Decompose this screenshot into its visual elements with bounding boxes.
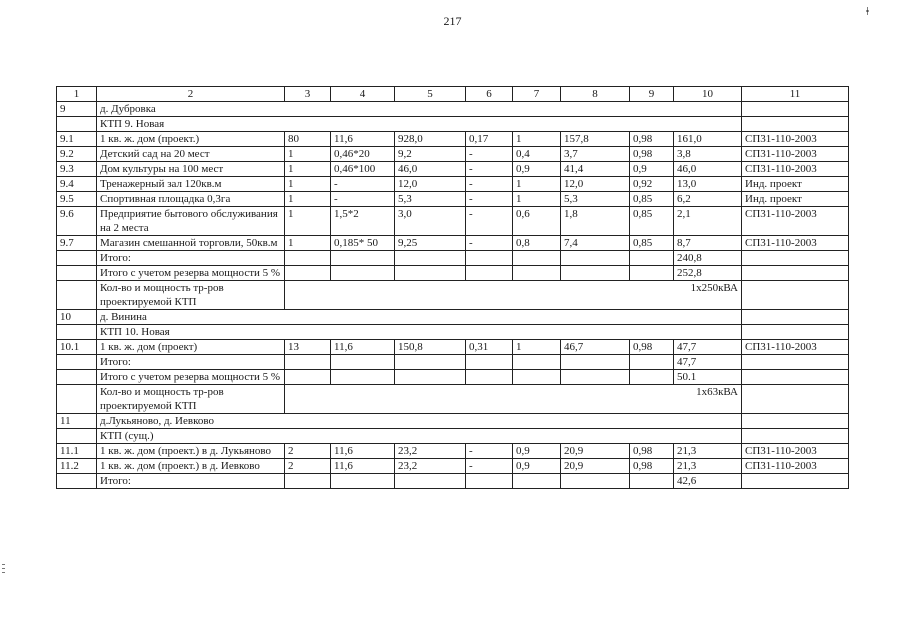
reserve-row [57,370,849,385]
table-cell: 928,0 [395,132,466,147]
empty-cell [331,266,395,281]
table-cell: 157,8 [561,132,630,147]
table-cell: 23,2 [395,459,466,474]
ktp-row [57,117,849,132]
table-cell: 11,6 [331,132,395,147]
table-cell: - [466,459,513,474]
table-cell: Спортивная площадка 0,3га [97,192,285,207]
empty-cell [513,370,561,385]
total-value: 240,8 [674,251,742,266]
empty-cell [331,474,395,489]
column-header: 8 [561,87,630,102]
table-cell: 0,17 [466,132,513,147]
table-cell: 0,31 [466,340,513,355]
table-cell: СП31-110-2003 [742,459,849,474]
table-cell: 11.1 [57,444,97,459]
column-header: 6 [466,87,513,102]
empty-cell [466,370,513,385]
table-cell: 8,7 [674,236,742,251]
table-cell: 11,6 [331,444,395,459]
table-cell: 12,0 [561,177,630,192]
table-cell: - [466,177,513,192]
table-cell: 41,4 [561,162,630,177]
column-header: 2 [97,87,285,102]
section-name: д. Винина [97,310,742,325]
empty-cell [331,370,395,385]
empty-cell [742,355,849,370]
table-cell: 2,1 [674,207,742,236]
ktp-row [57,325,849,340]
table-cell: 0,8 [513,236,561,251]
table-cell: 9,25 [395,236,466,251]
empty-cell [285,251,331,266]
table-cell: 13,0 [674,177,742,192]
table-cell: 1 кв. ж. дом (проект) [97,340,285,355]
table-cell: 3,8 [674,147,742,162]
empty-cell [57,355,97,370]
empty-cell [57,325,97,340]
empty-cell [513,266,561,281]
table-cell: 1 [513,340,561,355]
table-cell: - [466,236,513,251]
table-cell: 0,6 [513,207,561,236]
empty-cell [466,355,513,370]
table-cell: Дом культуры на 100 мест [97,162,285,177]
table-cell: 9.2 [57,147,97,162]
column-header: 3 [285,87,331,102]
table-cell: - [466,192,513,207]
column-header: 10 [674,87,742,102]
table-cell: СП31-110-2003 [742,132,849,147]
table-row [57,459,849,474]
table-cell: 11,6 [331,340,395,355]
table-cell: 161,0 [674,132,742,147]
table-cell: 46,7 [561,340,630,355]
empty-cell [285,474,331,489]
column-header: 11 [742,87,849,102]
table-cell: Магазин смешанной торговли, 50кв.м [97,236,285,251]
table-cell: 9.7 [57,236,97,251]
table-cell: Инд. проект [742,192,849,207]
table-cell: СП31-110-2003 [742,162,849,177]
table-cell: 1 [513,192,561,207]
ktp-name: КТП (сущ.) [97,429,742,444]
reserve-value: 50.1 [674,370,742,385]
header-row [57,87,849,102]
table-cell: 0,46*100 [331,162,395,177]
table-cell: 5,3 [561,192,630,207]
empty-cell [285,370,331,385]
empty-cell [742,325,849,340]
empty-cell [742,266,849,281]
table-cell: 11,6 [331,459,395,474]
empty-cell [395,355,466,370]
total-row [57,251,849,266]
table-cell: 11.2 [57,459,97,474]
load-calculation-table [56,86,849,489]
empty-cell [742,414,849,429]
table-cell: 1 [285,192,331,207]
table-cell: 0,185* 50 [331,236,395,251]
table-cell: 2 [285,444,331,459]
table-row [57,162,849,177]
transformer-label: Кол-во и мощность тр-ров проектируемой КТП [97,385,285,414]
scan-edge-mark [2,564,5,565]
total-row [57,474,849,489]
empty-cell [630,355,674,370]
table-cell: 3,7 [561,147,630,162]
table-cell: 1,5*2 [331,207,395,236]
table-cell: 12,0 [395,177,466,192]
table-cell: 0,98 [630,340,674,355]
empty-cell [742,474,849,489]
table-cell: - [331,177,395,192]
ktp-name: КТП 10. Новая [97,325,742,340]
empty-cell [57,266,97,281]
table-cell: 7,4 [561,236,630,251]
table-cell: 46,0 [395,162,466,177]
table-cell: 1 [285,236,331,251]
empty-cell [395,251,466,266]
empty-cell [57,474,97,489]
table-cell: 1 кв. ж. дом (проект.) [97,132,285,147]
table-cell: 1 кв. ж. дом (проект.) в д. Лукьяново [97,444,285,459]
table-cell: 0,98 [630,459,674,474]
empty-cell [57,251,97,266]
table-cell: 0,9 [513,162,561,177]
transformer-value: 1х63кВА [285,385,742,414]
table-row [57,147,849,162]
empty-cell [285,355,331,370]
reserve-label: Итого с учетом резерва мощности 5 % [97,266,285,281]
empty-cell [561,355,630,370]
total-label: Итого: [97,474,285,489]
table-cell: СП31-110-2003 [742,236,849,251]
table-cell: 80 [285,132,331,147]
table-cell: 1 [285,177,331,192]
section-number: 10 [57,310,97,325]
empty-cell [513,355,561,370]
table-cell: 0,9 [630,162,674,177]
table-cell: 0,4 [513,147,561,162]
section-number: 11 [57,414,97,429]
empty-cell [513,474,561,489]
empty-cell [466,266,513,281]
table-cell: 9.1 [57,132,97,147]
empty-cell [742,117,849,132]
table-cell: 13 [285,340,331,355]
transformer-label: Кол-во и мощность тр-ров проектируемой КТП [97,281,285,310]
table-cell: 1 [285,162,331,177]
table-cell: Инд. проект [742,177,849,192]
empty-cell [630,474,674,489]
reserve-row [57,266,849,281]
column-header: 9 [630,87,674,102]
ktp-name: КТП 9. Новая [97,117,742,132]
table-cell: 0,85 [630,207,674,236]
empty-cell [742,102,849,117]
empty-cell [57,281,97,310]
table-cell: 20,9 [561,444,630,459]
empty-cell [331,251,395,266]
table-cell: 1 кв. ж. дом (проект.) в д. Иевково [97,459,285,474]
empty-cell [561,251,630,266]
column-header: 7 [513,87,561,102]
empty-cell [57,370,97,385]
empty-cell [466,474,513,489]
transformer-row [57,385,849,414]
table-cell: 6,2 [674,192,742,207]
table-cell: 0,85 [630,236,674,251]
table-cell: 21,3 [674,459,742,474]
total-value: 47,7 [674,355,742,370]
total-label: Итого: [97,251,285,266]
transformer-value: 1х250кВА [285,281,742,310]
table-cell: 1 [285,147,331,162]
section-name: д. Дубровка [97,102,742,117]
empty-cell [561,370,630,385]
empty-cell [395,474,466,489]
table-row [57,236,849,251]
table-cell: 9.6 [57,207,97,236]
empty-cell [331,355,395,370]
empty-cell [561,266,630,281]
section-title-row [57,102,849,117]
section-title-row [57,310,849,325]
empty-cell [466,251,513,266]
table-row [57,177,849,192]
empty-cell [57,385,97,414]
table-cell: - [331,192,395,207]
reserve-label: Итого с учетом резерва мощности 5 % [97,370,285,385]
table-cell: 0,92 [630,177,674,192]
table-cell: 2 [285,459,331,474]
table-row [57,132,849,147]
table-cell: 9,2 [395,147,466,162]
table-cell: 9.3 [57,162,97,177]
total-row [57,355,849,370]
transformer-row [57,281,849,310]
empty-cell [561,474,630,489]
margin-mark: ǂ [866,4,869,18]
table-cell: 9.4 [57,177,97,192]
table-cell: Предприятие бытового обслуживания на 2 места [97,207,285,236]
table-cell: - [466,207,513,236]
empty-cell [395,370,466,385]
table-cell: 0,85 [630,192,674,207]
empty-cell [742,429,849,444]
empty-cell [742,370,849,385]
empty-cell [57,117,97,132]
section-number: 9 [57,102,97,117]
scan-edge-mark [2,572,5,573]
table-cell: СП31-110-2003 [742,444,849,459]
section-name: д.Лукьяново, д. Иевково [97,414,742,429]
table-cell: 1 [513,177,561,192]
table-cell: 0,46*20 [331,147,395,162]
table-cell: СП31-110-2003 [742,207,849,236]
table-cell: 0,98 [630,444,674,459]
table-cell: - [466,162,513,177]
table-cell: 0,9 [513,459,561,474]
table-cell: 1,8 [561,207,630,236]
table-row [57,207,849,236]
empty-cell [742,385,849,414]
table-cell: СП31-110-2003 [742,147,849,162]
page-number: 217 [443,14,462,28]
table-cell: 47,7 [674,340,742,355]
table-cell: 10.1 [57,340,97,355]
column-header: 1 [57,87,97,102]
table-cell: - [466,444,513,459]
table-cell: 150,8 [395,340,466,355]
empty-cell [742,281,849,310]
table-cell: - [466,147,513,162]
reserve-value: 252,8 [674,266,742,281]
empty-cell [395,266,466,281]
scan-edge-mark [2,568,5,569]
empty-cell [513,251,561,266]
empty-cell [630,251,674,266]
table-cell: 20,9 [561,459,630,474]
table-cell: СП31-110-2003 [742,340,849,355]
table-cell: Тренажерный зал 120кв.м [97,177,285,192]
empty-cell [285,266,331,281]
empty-cell [630,370,674,385]
table-cell: 1 [285,207,331,236]
table-cell: 0,9 [513,444,561,459]
empty-cell [630,266,674,281]
empty-cell [742,310,849,325]
table-row [57,340,849,355]
column-header: 5 [395,87,466,102]
table-cell: 5,3 [395,192,466,207]
table-cell: 46,0 [674,162,742,177]
table-cell: 21,3 [674,444,742,459]
table-cell: Детский сад на 20 мест [97,147,285,162]
total-value: 42,6 [674,474,742,489]
empty-cell [57,429,97,444]
ktp-row [57,429,849,444]
table-cell: 9.5 [57,192,97,207]
table-cell: 23,2 [395,444,466,459]
table-cell: 0,98 [630,147,674,162]
table-cell: 1 [513,132,561,147]
column-header: 4 [331,87,395,102]
table-cell: 0,98 [630,132,674,147]
table-cell: 3,0 [395,207,466,236]
table-row [57,444,849,459]
table-row [57,192,849,207]
total-label: Итого: [97,355,285,370]
empty-cell [742,251,849,266]
section-title-row [57,414,849,429]
